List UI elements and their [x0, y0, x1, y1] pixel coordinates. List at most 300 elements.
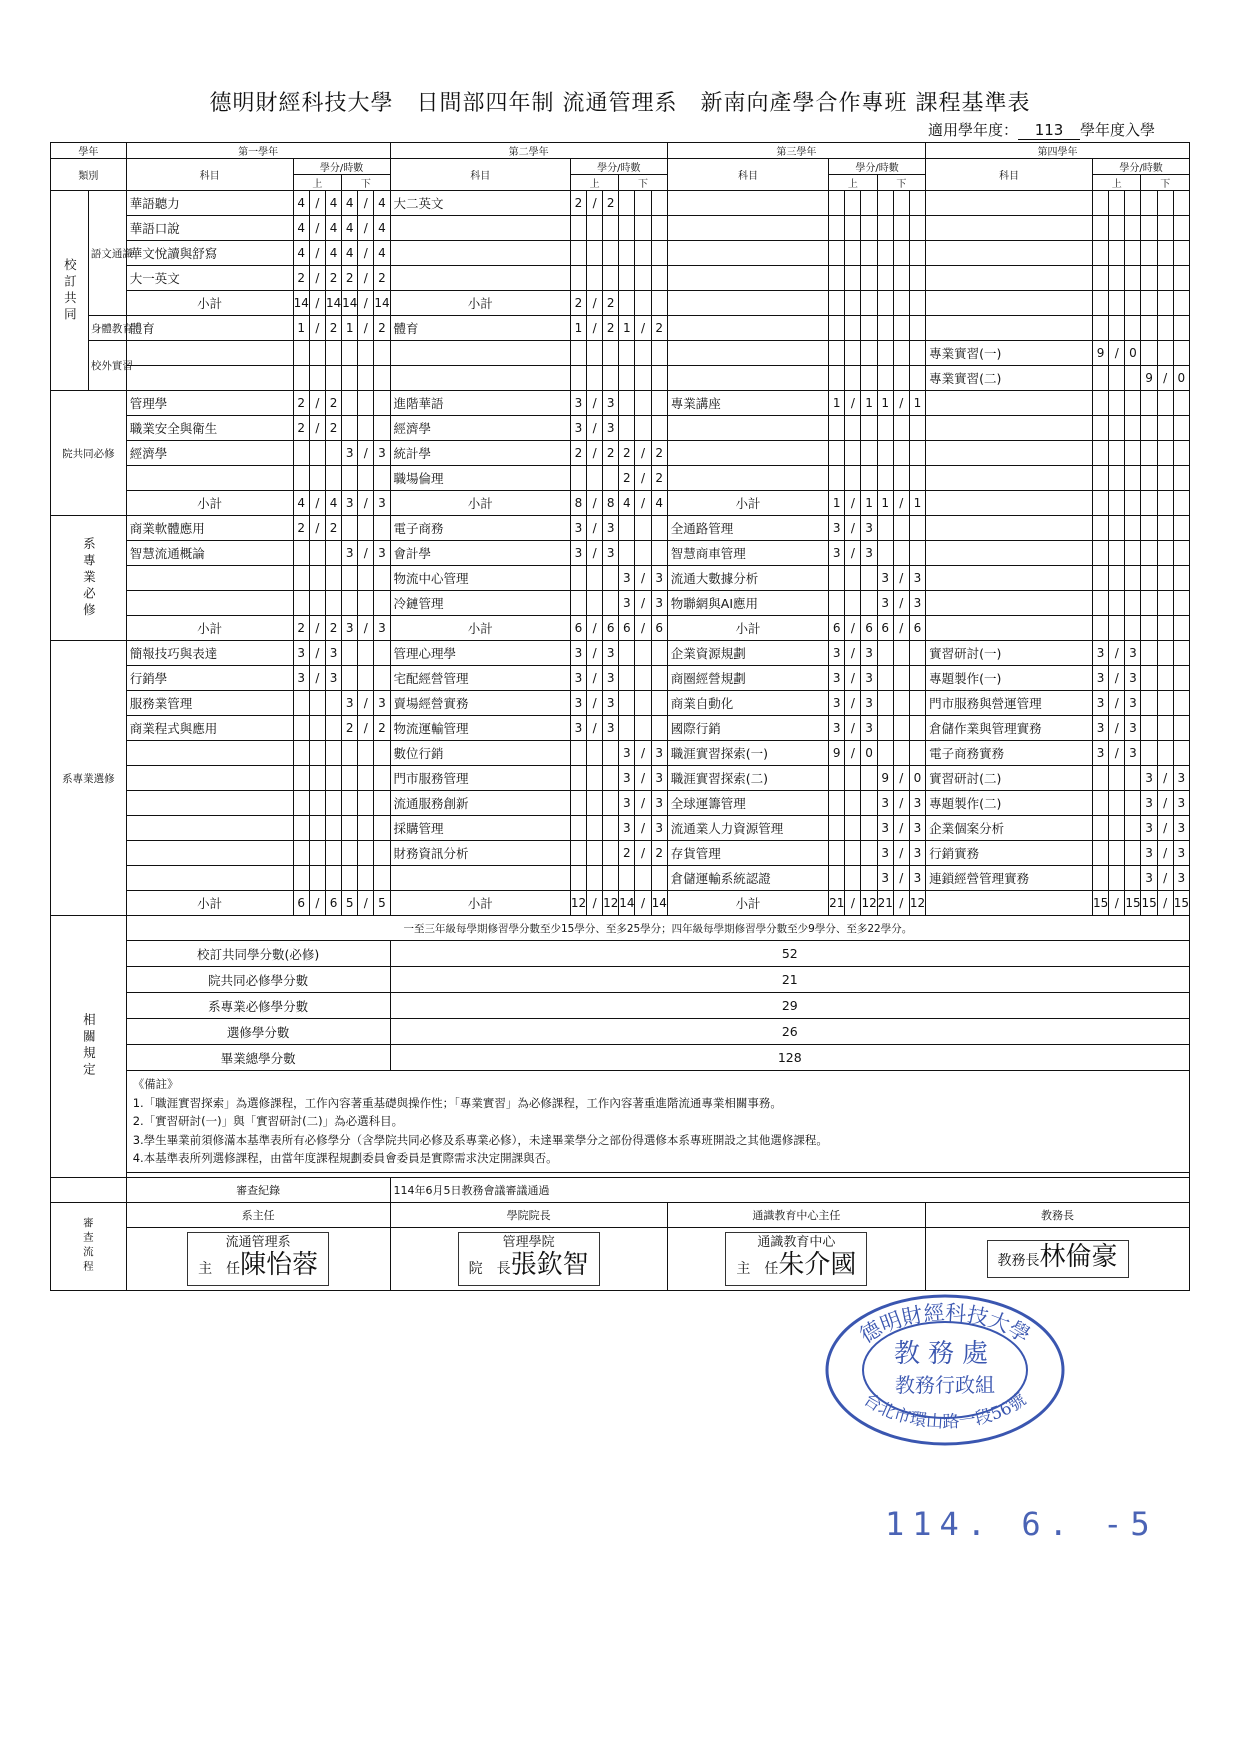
- credit-cell: [1109, 241, 1125, 266]
- credit-cell: 4: [325, 216, 341, 241]
- credit-cell: [893, 516, 909, 541]
- credit-cell: 3: [1173, 791, 1189, 816]
- credit-cell: 4: [293, 191, 309, 216]
- credit-cell: [845, 191, 861, 216]
- stamp-unit: 流通管理系: [225, 1234, 291, 1250]
- category-dept-required: 系專業必修: [51, 516, 127, 641]
- credit-cell: [1125, 316, 1141, 341]
- document-title: 德明財經科技大學 日間部四年制 流通管理系 新南向產學合作專班 課程基準表: [209, 91, 1031, 116]
- credit-cell: [358, 366, 374, 391]
- credit-cell: [651, 366, 667, 391]
- credit-cell: 2: [619, 466, 635, 491]
- credit-cell: [893, 366, 909, 391]
- course-row: [51, 566, 1190, 591]
- credit-cell: 2: [651, 466, 667, 491]
- credit-cell: [1093, 866, 1109, 891]
- credit-cell: /: [358, 491, 374, 516]
- credit-cell: [829, 316, 845, 341]
- credit-cell: [635, 241, 651, 266]
- course-name: 大一英文: [126, 266, 293, 291]
- course-name: [926, 541, 1093, 566]
- credit-cell: [635, 716, 651, 741]
- credit-cell: [374, 366, 390, 391]
- credit-cell: [909, 341, 925, 366]
- credit-cell: [877, 416, 893, 441]
- credit-cell: [829, 291, 845, 316]
- course-name: 全球運籌管理: [667, 791, 828, 816]
- credit-cell: [309, 366, 325, 391]
- credit-cell: /: [635, 841, 651, 866]
- credit-cell: [342, 516, 358, 541]
- credit-cell: 3: [603, 641, 619, 666]
- credit-cell: [1125, 266, 1141, 291]
- seal-address: 台北市環山路一段56號: [859, 1389, 1031, 1433]
- credit-cell: 4: [374, 241, 390, 266]
- rule-label: 畢業總學分數: [126, 1045, 390, 1071]
- credit-cell: 3: [293, 666, 309, 691]
- credit-cell: [1141, 266, 1157, 291]
- credit-cell: /: [893, 841, 909, 866]
- credit-cell: [861, 216, 877, 241]
- credit-cell: 6: [861, 616, 877, 641]
- credit-cell: [651, 516, 667, 541]
- credit-cell: [1141, 316, 1157, 341]
- credit-cell: [1093, 191, 1109, 216]
- credit-cell: [877, 341, 893, 366]
- credit-cell: /: [587, 391, 603, 416]
- credit-cell: [1173, 691, 1189, 716]
- credit-cell: [893, 641, 909, 666]
- course-name: 職涯實習探索(一): [667, 741, 828, 766]
- credit-cell: [619, 266, 635, 291]
- credit-cell: [1157, 641, 1173, 666]
- course-row: [51, 216, 1190, 241]
- credit-cell: [342, 366, 358, 391]
- course-name: 職業安全與衛生: [126, 416, 293, 441]
- credit-cell: 3: [909, 866, 925, 891]
- credit-cell: [619, 391, 635, 416]
- header-lower: 下: [1141, 175, 1190, 191]
- credit-cell: [325, 591, 341, 616]
- credit-cell: [1093, 616, 1109, 641]
- credit-cell: [309, 866, 325, 891]
- rule-value: 52: [390, 941, 1189, 967]
- credit-cell: 1: [829, 391, 845, 416]
- course-name: 倉儲作業與管理實務: [926, 716, 1093, 741]
- credit-cell: 3: [829, 541, 845, 566]
- course-name: 物流中心管理: [390, 566, 570, 591]
- credit-cell: [1093, 516, 1109, 541]
- course-name: [926, 466, 1093, 491]
- credit-cell: [374, 791, 390, 816]
- credit-cell: /: [1157, 891, 1173, 916]
- credit-cell: 2: [325, 616, 341, 641]
- course-name: [126, 366, 293, 391]
- credit-cell: /: [358, 216, 374, 241]
- signature-role: 學院院長: [390, 1202, 667, 1227]
- course-name: 連鎖經營管理實務: [926, 866, 1093, 891]
- credit-cell: [325, 866, 341, 891]
- credit-cell: [293, 591, 309, 616]
- credit-cell: /: [893, 566, 909, 591]
- course-name: 數位行銷: [390, 741, 570, 766]
- credit-cell: 5: [342, 891, 358, 916]
- credit-cell: [603, 791, 619, 816]
- credit-cell: 3: [1093, 741, 1109, 766]
- credit-cell: [829, 866, 845, 891]
- credit-cell: 6: [619, 616, 635, 641]
- credit-cell: [651, 416, 667, 441]
- course-name: [926, 416, 1093, 441]
- credit-cell: 2: [325, 416, 341, 441]
- credit-cell: [603, 841, 619, 866]
- credit-cell: [570, 591, 586, 616]
- credit-cell: 14: [651, 891, 667, 916]
- credit-cell: [877, 691, 893, 716]
- credit-cell: [1173, 291, 1189, 316]
- credit-cell: [358, 641, 374, 666]
- credit-cell: /: [1157, 791, 1173, 816]
- credit-cell: [1173, 341, 1189, 366]
- credit-cell: [1109, 266, 1125, 291]
- credit-cell: 3: [861, 716, 877, 741]
- credit-cell: [635, 691, 651, 716]
- credit-cell: [1173, 316, 1189, 341]
- credit-cell: 0: [1173, 366, 1189, 391]
- credit-cell: [909, 316, 925, 341]
- credit-cell: 2: [603, 291, 619, 316]
- credit-cell: [1093, 241, 1109, 266]
- credit-cell: 3: [651, 566, 667, 591]
- credit-cell: 3: [1093, 691, 1109, 716]
- credit-cell: [1109, 516, 1125, 541]
- credit-cell: [309, 441, 325, 466]
- credit-cell: 3: [570, 666, 586, 691]
- course-row: [51, 341, 1190, 366]
- course-name: [667, 466, 828, 491]
- credit-cell: [877, 266, 893, 291]
- header-upper: 上: [1093, 175, 1141, 191]
- credit-cell: [1125, 816, 1141, 841]
- course-name: 管理學: [126, 391, 293, 416]
- credit-cell: [845, 441, 861, 466]
- credit-cell: 3: [861, 516, 877, 541]
- credit-cell: [877, 291, 893, 316]
- credit-cell: [877, 641, 893, 666]
- credit-cell: [309, 741, 325, 766]
- credit-cell: /: [587, 191, 603, 216]
- credit-cell: /: [845, 891, 861, 916]
- credit-cell: 2: [374, 316, 390, 341]
- credit-cell: [909, 366, 925, 391]
- credit-cell: 3: [1125, 741, 1141, 766]
- credit-cell: [1125, 791, 1141, 816]
- credit-cell: [1157, 491, 1173, 516]
- credit-cell: /: [587, 691, 603, 716]
- credit-cell: 6: [829, 616, 845, 641]
- credit-cell: 4: [619, 491, 635, 516]
- credit-cell: [651, 541, 667, 566]
- credit-cell: [1093, 841, 1109, 866]
- credit-cell: [829, 441, 845, 466]
- credit-cell: [309, 341, 325, 366]
- subtotal-label: 小計: [126, 891, 293, 916]
- credit-cell: [342, 816, 358, 841]
- credit-cell: [358, 591, 374, 616]
- credit-cell: [1109, 791, 1125, 816]
- credit-cell: [909, 741, 925, 766]
- course-name: [390, 341, 570, 366]
- credit-cell: [1109, 291, 1125, 316]
- course-name: [926, 491, 1093, 516]
- header-subject: 科目: [126, 159, 293, 191]
- credit-cell: /: [893, 891, 909, 916]
- subtotal-label: 小計: [126, 616, 293, 641]
- header-year-2: 第二學年: [390, 143, 667, 159]
- signature-stamp: [987, 1240, 1129, 1278]
- course-name: [926, 291, 1093, 316]
- credit-cell: [1141, 566, 1157, 591]
- signature-cell: [926, 1227, 1190, 1290]
- credit-cell: [309, 766, 325, 791]
- credit-cell: [845, 791, 861, 816]
- credit-cell: 3: [1093, 641, 1109, 666]
- credit-cell: [861, 591, 877, 616]
- credit-cell: 4: [651, 491, 667, 516]
- course-row: [51, 316, 1190, 341]
- credit-cell: 4: [342, 241, 358, 266]
- stamp-unit: 管理學院: [502, 1234, 555, 1250]
- credit-cell: [603, 466, 619, 491]
- credit-cell: [293, 866, 309, 891]
- header-credits: 學分/時數: [293, 159, 390, 175]
- credit-cell: [570, 466, 586, 491]
- credit-cell: [1093, 466, 1109, 491]
- credit-cell: [1173, 391, 1189, 416]
- credit-cell: 6: [293, 891, 309, 916]
- course-name: [126, 766, 293, 791]
- course-name: 進階華語: [390, 391, 570, 416]
- subtotal-label: 小計: [390, 491, 570, 516]
- credit-cell: [1157, 516, 1173, 541]
- credit-cell: [1141, 491, 1157, 516]
- course-row: [51, 791, 1190, 816]
- credit-cell: [829, 266, 845, 291]
- credit-cell: [587, 791, 603, 816]
- course-name: 宅配經營管理: [390, 666, 570, 691]
- credit-cell: /: [635, 616, 651, 641]
- credit-cell: [1157, 266, 1173, 291]
- credit-cell: [1109, 541, 1125, 566]
- credit-cell: 3: [570, 541, 586, 566]
- credit-cell: [342, 791, 358, 816]
- credit-cell: /: [893, 866, 909, 891]
- credit-cell: [1093, 566, 1109, 591]
- credit-cell: [845, 566, 861, 591]
- credit-cell: /: [309, 641, 325, 666]
- credit-cell: [1093, 491, 1109, 516]
- credit-cell: [1173, 191, 1189, 216]
- credit-cell: [587, 591, 603, 616]
- credit-cell: 3: [877, 791, 893, 816]
- credit-cell: [374, 766, 390, 791]
- credit-cell: [342, 391, 358, 416]
- credit-cell: 3: [861, 691, 877, 716]
- credit-cell: [1173, 441, 1189, 466]
- course-name: 電子商務實務: [926, 741, 1093, 766]
- header-lower: 下: [619, 175, 667, 191]
- rule-label: 選修學分數: [126, 1019, 390, 1045]
- credit-cell: [845, 316, 861, 341]
- course-name: [926, 566, 1093, 591]
- credit-cell: 4: [342, 191, 358, 216]
- credit-cell: [358, 566, 374, 591]
- header-subject: 科目: [390, 159, 570, 191]
- credit-cell: /: [358, 716, 374, 741]
- credit-cell: 2: [570, 291, 586, 316]
- credit-cell: /: [635, 441, 651, 466]
- credit-cell: 3: [342, 441, 358, 466]
- credit-cell: [861, 866, 877, 891]
- credit-cell: [1141, 741, 1157, 766]
- credit-cell: 3: [829, 716, 845, 741]
- credit-cell: [829, 341, 845, 366]
- course-name: 企業個案分析: [926, 816, 1093, 841]
- credit-cell: [845, 291, 861, 316]
- credit-cell: [861, 766, 877, 791]
- course-name: [667, 266, 828, 291]
- credit-cell: [1093, 441, 1109, 466]
- credit-cell: [570, 766, 586, 791]
- credit-cell: [1141, 191, 1157, 216]
- course-name: [126, 566, 293, 591]
- credit-cell: [651, 716, 667, 741]
- credit-cell: [1141, 216, 1157, 241]
- credit-cell: 3: [603, 391, 619, 416]
- credit-cell: 4: [374, 191, 390, 216]
- category-review-process: 審查流程: [51, 1202, 127, 1290]
- credit-cell: [1173, 516, 1189, 541]
- course-name: 統計學: [390, 441, 570, 466]
- course-row: [51, 741, 1190, 766]
- signature-cell: [390, 1227, 667, 1290]
- course-name: [926, 216, 1093, 241]
- course-name: 經濟學: [126, 441, 293, 466]
- date-stamp: 114. 6. -5: [885, 1505, 1158, 1543]
- credit-cell: [1141, 691, 1157, 716]
- course-name: 賣場經營實務: [390, 691, 570, 716]
- credit-cell: 3: [909, 816, 925, 841]
- credit-cell: /: [893, 791, 909, 816]
- rule-value: 26: [390, 1019, 1189, 1045]
- course-name: 華語口說: [126, 216, 293, 241]
- credit-cell: 2: [603, 191, 619, 216]
- credit-cell: [603, 591, 619, 616]
- notes: [126, 1071, 1189, 1173]
- course-row: [51, 191, 1190, 216]
- credit-cell: [1093, 541, 1109, 566]
- category-internship: 校外實習: [88, 341, 126, 391]
- course-name: 商業軟體應用: [126, 516, 293, 541]
- credit-cell: /: [1157, 816, 1173, 841]
- credit-cell: [619, 716, 635, 741]
- credit-cell: 2: [651, 841, 667, 866]
- credit-cell: [1109, 491, 1125, 516]
- credit-cell: [587, 216, 603, 241]
- course-row: [51, 591, 1190, 616]
- credit-cell: [1173, 491, 1189, 516]
- credit-cell: /: [587, 641, 603, 666]
- credit-cell: [1141, 391, 1157, 416]
- credit-cell: 3: [603, 691, 619, 716]
- course-name: 企業資源規劃: [667, 641, 828, 666]
- credit-cell: [1157, 616, 1173, 641]
- credit-cell: 3: [1141, 791, 1157, 816]
- credit-cell: /: [1109, 891, 1125, 916]
- credit-cell: 6: [877, 616, 893, 641]
- subtotal-label: 小計: [390, 616, 570, 641]
- credit-cell: [1141, 291, 1157, 316]
- credit-cell: [1125, 366, 1141, 391]
- course-name: 國際行銷: [667, 716, 828, 741]
- course-name: [390, 866, 570, 891]
- credit-cell: 3: [1173, 866, 1189, 891]
- credit-cell: 3: [861, 666, 877, 691]
- credit-cell: [635, 516, 651, 541]
- credit-cell: [342, 566, 358, 591]
- credit-cell: 3: [342, 491, 358, 516]
- stamp-title: 主 任: [198, 1260, 241, 1277]
- subtotal-label: 小計: [126, 491, 293, 516]
- credit-cell: 2: [570, 441, 586, 466]
- credit-cell: /: [635, 741, 651, 766]
- category-school-common: 校訂共同: [51, 191, 89, 391]
- credit-cell: [651, 191, 667, 216]
- credit-cell: 3: [619, 741, 635, 766]
- credit-cell: [845, 466, 861, 491]
- category-college: 院共同必修: [51, 391, 127, 516]
- credit-cell: 3: [374, 441, 390, 466]
- credit-cell: [374, 741, 390, 766]
- credit-cell: 0: [909, 766, 925, 791]
- credit-cell: [570, 791, 586, 816]
- credit-cell: /: [893, 616, 909, 641]
- credit-cell: [603, 341, 619, 366]
- credit-cell: [829, 416, 845, 441]
- credit-cell: 15: [1125, 891, 1141, 916]
- course-name: 行銷學: [126, 666, 293, 691]
- credit-cell: [1093, 591, 1109, 616]
- note-item: 3.學生畢業前須修滿本基準表所有必修學分（含學院共同必修及系專業必修），未達畢業學分之部份得選修本系專班開設之其他選修課程。: [132, 1132, 828, 1147]
- credit-cell: /: [1109, 341, 1125, 366]
- subtotal-label: 小計: [390, 291, 570, 316]
- stamp-name: 張欽智: [510, 1249, 589, 1280]
- credit-cell: [651, 666, 667, 691]
- credit-cell: [829, 841, 845, 866]
- credit-cell: /: [358, 441, 374, 466]
- credit-cell: [374, 841, 390, 866]
- notes-title: 《備註》: [132, 1077, 179, 1091]
- credit-cell: 2: [619, 841, 635, 866]
- credit-cell: 14: [374, 291, 390, 316]
- credit-cell: [861, 366, 877, 391]
- credit-cell: /: [309, 616, 325, 641]
- credit-cell: 15: [1093, 891, 1109, 916]
- credit-cell: [845, 341, 861, 366]
- credit-cell: [325, 441, 341, 466]
- header-subject: 科目: [667, 159, 828, 191]
- credit-cell: [619, 866, 635, 891]
